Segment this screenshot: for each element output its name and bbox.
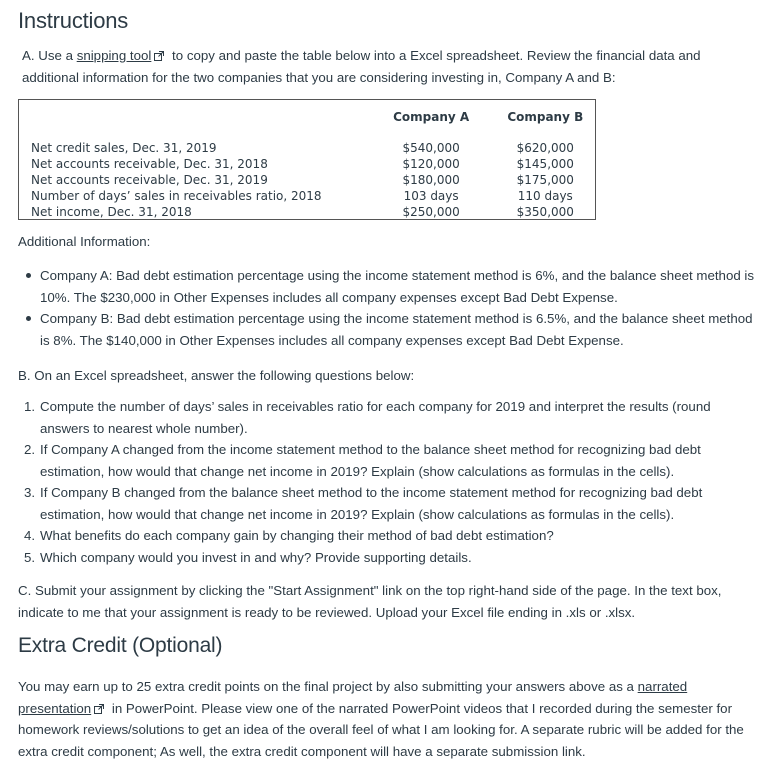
question-item xyxy=(18,547,760,569)
extra-credit-paragraph xyxy=(18,676,758,762)
section-a-text-after: to copy and paste the table below into a Excel spreadsheet. Review the financial data and additional information for the two companies that you are considering investing in, Company A and B: xyxy=(22,48,701,85)
table-header-company-a: Company A xyxy=(393,110,470,124)
additional-info-list xyxy=(18,265,758,351)
snipping-tool-link[interactable]: snipping tool xyxy=(76,48,152,63)
question-number: 4. xyxy=(24,528,36,543)
financial-data-table xyxy=(18,99,596,220)
table-row xyxy=(31,140,595,156)
additional-info-heading: Additional Information: xyxy=(18,234,151,249)
company-a-value: 103 days xyxy=(403,189,459,203)
question-item xyxy=(18,439,760,482)
bullet-dot-icon xyxy=(26,316,31,321)
table-header-company-b: Company B xyxy=(507,110,584,124)
question-text: If Company A changed from the income statement method to the balance sheet method for recognizing bad debt estimation, how would that change net income in 2019? Explain (show calculations as formulas in the cells). xyxy=(40,442,701,479)
extra-text-before: You may earn up to 25 extra credit points on the final project by also submitting your answers above as a xyxy=(18,679,638,694)
question-text: Which company would you invest in and why? Provide supporting details. xyxy=(40,549,472,565)
bullet-dot-icon xyxy=(26,273,31,278)
list-item xyxy=(18,308,758,351)
company-a-value: $180,000 xyxy=(402,173,460,187)
table-row xyxy=(31,172,595,188)
question-number: 1. xyxy=(24,399,36,414)
extra-credit-heading: Extra Credit (Optional) xyxy=(18,634,223,657)
question-text: Compute the number of days’ sales in receivables ratio for each company for 2019 and interpret the results (round answers to nearest whole number). xyxy=(40,399,711,436)
company-b-value: $350,000 xyxy=(516,205,574,219)
extra-text-after: in PowerPoint. Please view one of the narrated PowerPoint videos that I recorded during the semester for homework reviews/solutions to get an idea of the overall feel of what I am looking for. A separate rubric will be added for the extra credit component; As well, the extra credit component will have a separate submission link. xyxy=(18,700,744,759)
section-a-text-before: A. Use a xyxy=(22,48,77,63)
question-text: What benefits do each company gain by changing their method of bad debt estimation? xyxy=(40,528,554,543)
bullet-text: Company B: Bad debt estimation percentage using the income statement method is 6.5%, and the balance sheet method is 8%. The $140,000 in Other Expenses includes all company expenses except Bad Debt Expense. xyxy=(40,311,753,348)
row-label: Number of days’ sales in receivables ratio, 2018 xyxy=(31,189,322,203)
question-item xyxy=(18,525,760,547)
company-a-value: $250,000 xyxy=(402,205,460,219)
company-b-value: $175,000 xyxy=(516,173,574,187)
question-number: 2. xyxy=(24,442,36,457)
row-label: Net credit sales, Dec. 31, 2019 xyxy=(31,141,217,155)
external-link-icon[interactable] xyxy=(94,704,104,714)
section-c-paragraph: C. Submit your assignment by clicking the "Start Assignment" link on the top right-hand side of the page. In the text box, indicate to me that your assignment is ready to be reviewed. Upload your Excel file ending in .xls or .xlsx. xyxy=(18,583,722,620)
list-item xyxy=(18,265,758,308)
company-b-value: $145,000 xyxy=(516,157,574,171)
row-label: Net accounts receivable, Dec. 31, 2019 xyxy=(31,173,268,187)
company-a-value: $120,000 xyxy=(402,157,460,171)
page-title: Instructions xyxy=(18,8,129,33)
narrated-presentation-link[interactable]: narrated presentation xyxy=(18,679,688,716)
bullet-text: Company A: Bad debt estimation percentage using the income statement method is 6%, and the balance sheet method is 10%. The $230,000 in Other Expenses includes all company expenses except Bad Debt Expense. xyxy=(40,268,755,305)
table-row xyxy=(31,204,595,220)
row-label: Net accounts receivable, Dec. 31, 2018 xyxy=(31,157,268,171)
table-row xyxy=(31,156,595,172)
question-number: 5. xyxy=(24,549,36,565)
company-a-value: $540,000 xyxy=(402,141,460,155)
row-label: Net income, Dec. 31, 2018 xyxy=(31,205,192,219)
table-header-blank xyxy=(31,110,367,134)
question-text: If Company B changed from the balance sheet method to the income statement method for recognizing bad debt estimation, how would that change net income in 2019? Explain (show calculations as formulas in the cells). xyxy=(40,485,703,522)
company-b-value: 110 days xyxy=(517,189,573,203)
questions-list xyxy=(18,396,760,568)
external-link-icon[interactable] xyxy=(154,51,164,61)
section-a-paragraph xyxy=(22,45,747,88)
question-item xyxy=(18,396,760,439)
section-b-paragraph: B. On an Excel spreadsheet, answer the following questions below: xyxy=(18,368,415,383)
table-row xyxy=(31,188,595,204)
question-item xyxy=(18,482,760,525)
company-b-value: $620,000 xyxy=(516,141,574,155)
question-number: 3. xyxy=(24,485,36,500)
